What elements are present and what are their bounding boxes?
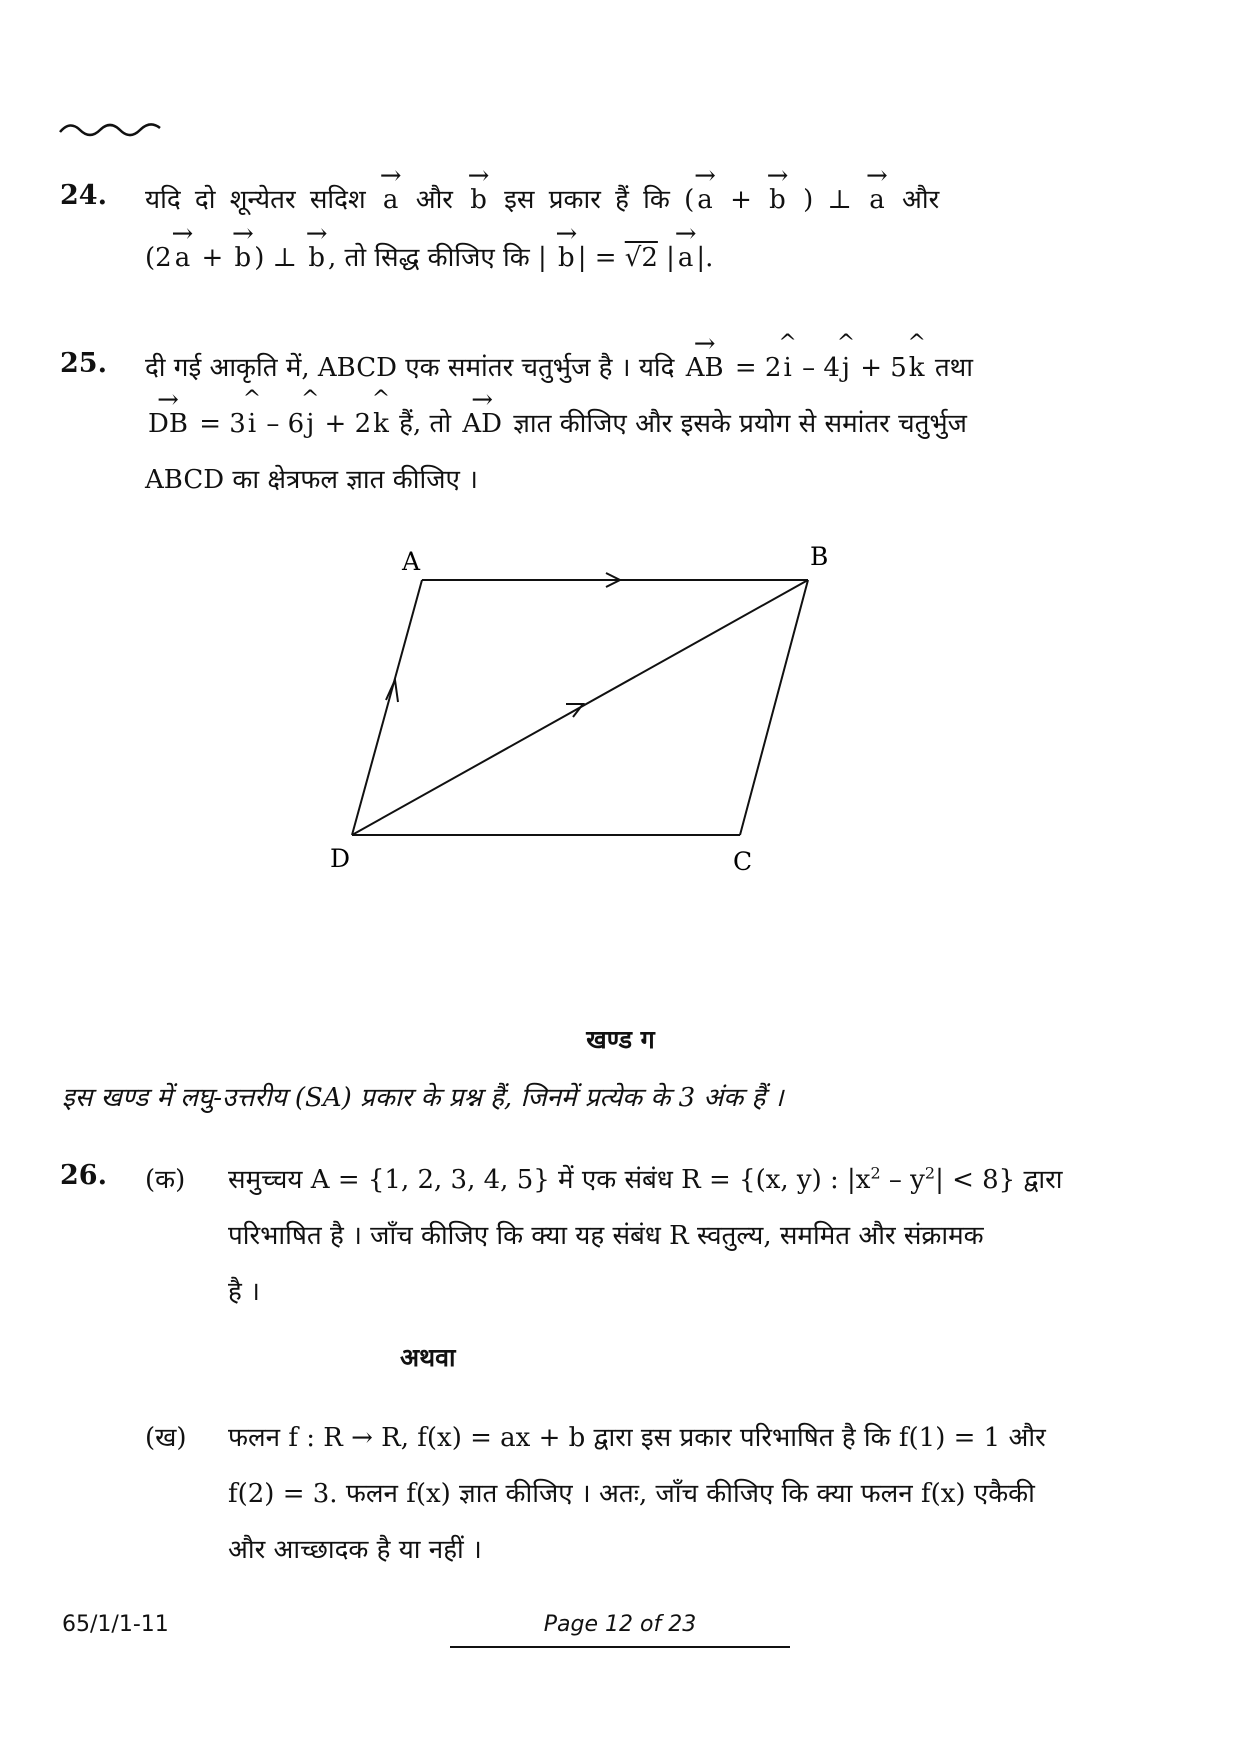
vertex-label-b: B xyxy=(810,542,829,571)
paper-code: 65/1/1-11 xyxy=(62,1612,169,1637)
section-title: खण्ड ग xyxy=(586,1025,655,1054)
or-text: अथवा xyxy=(400,1343,456,1372)
section-instruction: इस खण्ड में लघु-उत्तरीय (SA) प्रकार के प्रश्न हैं, जिनमें प्रत्येक के 3 अंक हैं । xyxy=(62,1083,784,1113)
q26-part-b-line-3: और आच्छादक है या नहीं । xyxy=(228,1535,482,1565)
vertex-label-d: D xyxy=(330,844,351,873)
q25-line-2: → DB = 3^ i – 6^ j + 2^ k हैं, तो → AD ज्ञात कीजिए और इसके प्रयोग से समांतर चतुर्भुज xyxy=(145,404,967,440)
question-number-25: 25. xyxy=(60,348,107,379)
q26-part-a-label: (क) xyxy=(145,1165,186,1195)
q26-part-b-line-1: फलन f : R → R, f(x) = ax + b द्वारा इस प्रकार परिभाषित है कि f(1) = 1 और xyxy=(228,1423,1046,1453)
wave-decoration-icon xyxy=(58,118,162,142)
q26-part-a-line-3: है । xyxy=(228,1277,260,1307)
q25-line-1: दी गई आकृति में, ABCD एक समांतर चतुर्भुज है । यदि → AB = 2^ i – 4^ j + 5^ k तथा xyxy=(145,348,973,384)
q26-part-b-line-2: f(2) = 3. फलन f(x) ज्ञात कीजिए । अतः, जाँच कीजिए कि क्या फलन f(x) एकैकी xyxy=(228,1479,1035,1509)
q26-part-a-line-2: परिभाषित है । जाँच कीजिए कि क्या यह संबंध R स्वतुल्य, सममित और संक्रामक xyxy=(228,1221,984,1251)
q25-line-3: ABCD का क्षेत्रफल ज्ञात कीजिए । xyxy=(145,465,478,495)
q24-line-1: यदि दो शून्येतर सदिश → a और → b इस प्रकार हैं कि (→ a + → b ) ⊥ → a और xyxy=(145,180,939,216)
q26-part-a-line-1: समुच्चय A = {1, 2, 3, 4, 5} में एक संबंध R = {(x, y) : $|x^2 - y^2| < 8$} द्वारा xyxy=(228,1163,1063,1195)
q24-line-2: (2→ a + → b ) ⊥ → b , तो सिद्ध कीजिए कि | → b | = √2 |→ a |. xyxy=(145,238,713,274)
vertex-label-c: C xyxy=(733,847,753,876)
q26-part-b-label: (ख) xyxy=(145,1423,187,1453)
side-bc xyxy=(740,580,808,835)
vertex-label-a: A xyxy=(402,547,421,576)
question-number-26: 26. xyxy=(60,1160,107,1191)
footer-rule xyxy=(450,1646,790,1648)
page-number: Page 12 of 23 xyxy=(543,1612,697,1637)
parallelogram-figure xyxy=(300,530,860,890)
side-da xyxy=(352,580,422,835)
question-number-24: 24. xyxy=(60,180,107,211)
